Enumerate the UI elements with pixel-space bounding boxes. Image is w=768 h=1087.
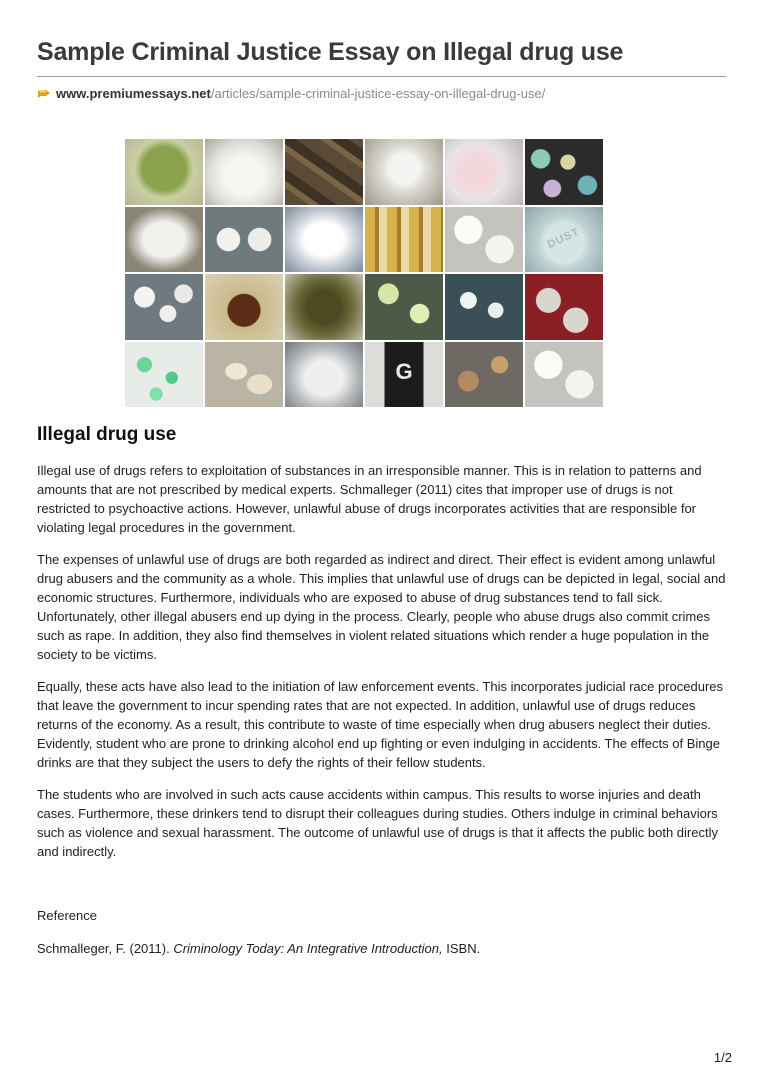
paragraph: The students who are involved in such acts cause accidents within campus. This results to worse injuries and death cases. Furthermore, these drinkers tend to disrupt their colleagues during studies. Others indulge in criminal behaviors such as violence and sexual harassment. The outcome of unlawful use of drugs is that it affects the public both directly and indirectly.	[37, 787, 718, 859]
reference-suffix: ISBN.	[442, 941, 481, 956]
collage-tile	[525, 139, 603, 205]
collage-tile	[205, 342, 283, 408]
collage-tile	[205, 274, 283, 340]
reference-heading: Reference	[37, 908, 97, 923]
collage-tile	[285, 342, 363, 408]
collage-tile	[365, 139, 443, 205]
reference-entry	[37, 941, 480, 956]
collage-tile	[445, 342, 523, 408]
paragraph: Illegal use of drugs refers to exploitation of substances in an irresponsible manner. This is in relation to patterns and amounts that are not prescribed by medical experts. Schmalleger (2011) cites that improper use of drugs is not restricted to psychoactive actions. However, unlawful abuse of drugs incorporates activities that are responsible for violating legal procedures in the government.	[37, 463, 702, 535]
collage-tile	[445, 207, 523, 273]
paragraph: Equally, these acts have also lead to the initiation of law enforcement events. This incorporates judicial race procedures that leave the government to incur spending rates that are not expected. In addition, unlawful use of drugs reduces returns of the economy. As a result, this contribute to waste of time especially when drug abusers neglect their duties. Evidently, student who are prone to drinking alcohol end up fighting or even indulging in accidents. The effects of Binge drinks are that they subject the users to defy the rights of their fellow students.	[37, 679, 724, 770]
collage-tile	[125, 139, 203, 205]
source-domain[interactable]: www.premiumessays.net	[56, 86, 211, 101]
pin-icon	[37, 87, 51, 102]
title-divider	[37, 76, 726, 77]
bottle-label: G	[395, 358, 413, 384]
collage-tile	[365, 342, 443, 408]
collage-tile	[365, 274, 443, 340]
essay-body	[37, 461, 727, 874]
collage-tile	[525, 207, 603, 273]
collage-tile	[525, 342, 603, 408]
drug-collage-image	[125, 139, 603, 407]
collage-tile	[125, 207, 203, 273]
collage-tile	[285, 207, 363, 273]
page-title: Sample Criminal Justice Essay on Illegal drug use	[37, 38, 624, 66]
source-path[interactable]: /articles/sample-criminal-justice-essay-on-illegal-drug-use/	[210, 86, 546, 101]
collage-tile	[125, 342, 203, 408]
collage-tile	[445, 139, 523, 205]
reference-book-title: Criminology Today: An Integrative Introduction,	[173, 941, 443, 956]
reference-author: Schmalleger, F. (2011).	[37, 941, 174, 956]
collage-tile	[365, 207, 443, 273]
paragraph: The expenses of unlawful use of drugs are both regarded as indirect and direct. Their effect is evident among unlawful drug abusers and the community as a whole. This implies that unlawful use of drugs can be depicted in legal, social and economic structures. Furthermore, individuals who are exposed to abuse of drug substances tend to fall sick. Unfortunately, other illegal abusers end up dying in the process. Clearly, people who abuse drugs also commit crimes such as rape. In addition, they also find themselves in violent related situations which render a huge population in the society to be victims.	[37, 552, 726, 662]
source-url[interactable]	[37, 86, 545, 102]
collage-tile	[125, 274, 203, 340]
collage-tile	[445, 274, 523, 340]
section-heading: Illegal drug use	[37, 424, 177, 445]
collage-tile	[525, 274, 603, 340]
pill-imprint: DUST	[545, 225, 582, 252]
source-link[interactable]	[56, 86, 545, 101]
collage-tile	[205, 207, 283, 273]
collage-tile	[285, 139, 363, 205]
page-number: 1/2	[713, 1050, 732, 1065]
collage-tile	[285, 274, 363, 340]
collage-tile	[205, 139, 283, 205]
pin-icon-graphic	[37, 89, 51, 99]
